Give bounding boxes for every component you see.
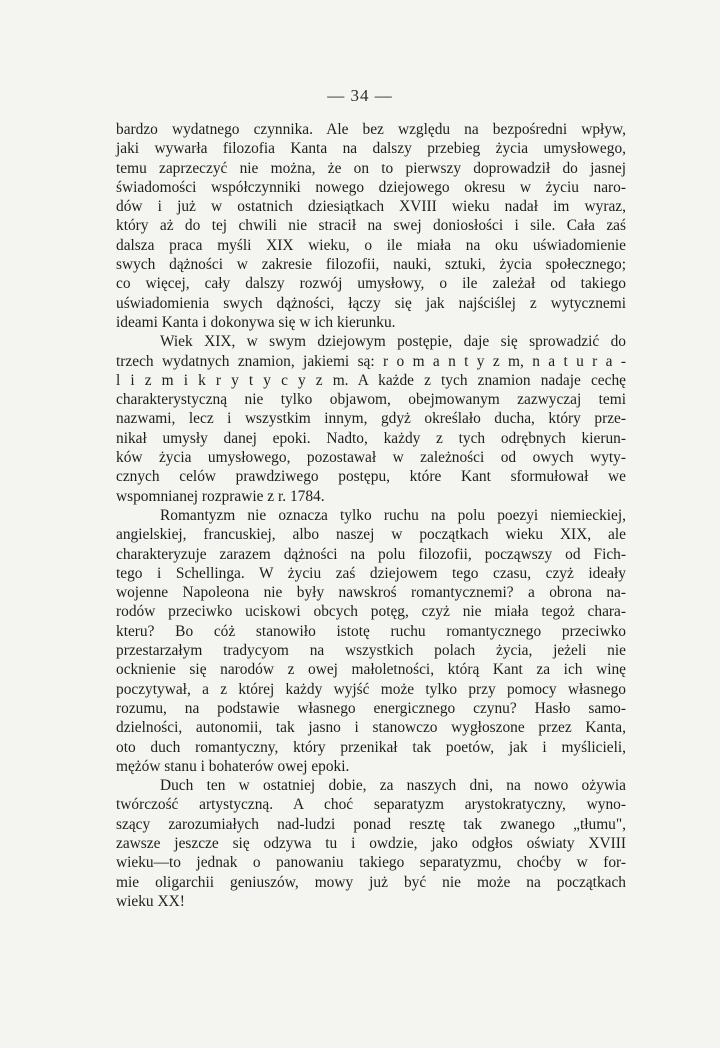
text-line: wieku XX! [116, 892, 185, 910]
text-line: ocknienie się narodów z owej małoletności, którą Kant za ich winę [116, 661, 626, 679]
text-line: mie oligarchii geniuszów, mowy już być nie może na początkach [116, 873, 626, 891]
text-line: dzielności, autonomii, tak jasno i stanowczo wygłoszone przez Kanta, [116, 719, 626, 737]
text-line: Romantyzm nie oznacza tylko ruchu na polu poezyi niemieckiej, [160, 506, 626, 524]
text-line: wspomnianej rozprawie z r. 1784. [116, 487, 325, 505]
text-line: trzech wydatnych znamion, jakiemi są: r o m a n t y z m, n a t u r a - [116, 352, 626, 370]
text-line: wojenne Napoleona nie były nawskroś romantycznemi? a obrona na- [116, 584, 626, 602]
text-line: dów i już w ostatnich dziesiątkach XVIII wieku nadał im wyraz, [116, 198, 626, 216]
text-line: jaki wywarła filozofia Kanta na dalszy przebieg życia umysłowego, [116, 140, 626, 158]
paragraph [116, 506, 626, 776]
text-line: tego i Schellinga. W życiu zaś dziejowem tego czasu, czyż ideały [116, 564, 626, 582]
paragraph [116, 120, 626, 332]
text-line: swych dążności w zakresie filozofii, nauki, sztuki, życia społecznego; [116, 256, 626, 274]
text-line: który aż do tej chwili nie stracił na swej doniosłości i sile. Cała zaś [116, 217, 626, 235]
text-line: wieku—to jednak o panowaniu takiego separatyzmu, choćby w for- [116, 854, 626, 872]
text-line: poczytywał, a z której każdy wyjść może tylko przy pomocy własnego [116, 680, 626, 698]
text-line: nazwami, lecz i wszystkim innym, gdyż określało ducha, który prze- [116, 410, 626, 428]
body-text [116, 120, 626, 911]
text-line: bardzo wydatnego czynnika. Ale bez względu na bezpośredni wpływ, [116, 121, 626, 138]
text-line: temu zaprzeczyć nie można, że on to pierwszy doprowadził do jasnej [116, 159, 626, 177]
text-line: uświadomienia swych dążności, łączy się jak najściślej z wytycznemi [116, 294, 626, 312]
text-line: ków życia umysłowego, pozostawał w zależności od owych wyty- [116, 449, 626, 467]
text-line: rozumu, na podstawie własnego energicznego czynu? Hasło samo- [116, 699, 626, 717]
text-line: dalsza praca myśli XIX wieku, o ile miała na oku uświadomienie [116, 236, 626, 254]
text-line: rodów przeciwko uciskowi obcych potęg, czyż nie miała tegoż chara- [116, 603, 626, 621]
text-line: oto duch romantyczny, który przenikał tak poetów, jak i myślicieli, [116, 738, 626, 756]
page-number: — 34 — [327, 86, 393, 105]
text-line: twórczość artystyczną. A choć separatyzm arystokratyczny, wyno- [116, 796, 626, 814]
text-line: Duch ten w ostatniej dobie, za naszych dni, na nowo ożywia [160, 777, 626, 795]
text-line: charakteryzuje zarazem dążności na polu filozofii, począwszy od Fich- [116, 545, 626, 563]
text-line: cznych celów prawdziwego postępu, które Kant sformułował we [116, 468, 626, 486]
text-line: świadomości współczynniki nowego dziejowego okresu w życiu naro- [116, 178, 626, 196]
text-line: przestarzałym tradycyom na wszystkich polach życia, jeżeli nie [116, 642, 626, 660]
text-line: l i z m i k r y t y c y z m. A każde z tych znamion nadaje cechę [116, 371, 626, 389]
text-line: ideami Kanta i dokonywa się w ich kierunku. [116, 313, 396, 331]
paragraph [116, 776, 626, 911]
text-line: szący zarozumiałych nad-ludzi ponad resztę tak zwanego „tłumu", [116, 815, 626, 833]
text-line: zawsze jeszcze się odzywa tu i owdzie, jako odgłos oświaty XVIII [116, 834, 626, 852]
text-line: Wiek XIX, w swym dziejowym postępie, daje się sprowadzić do [160, 333, 626, 351]
text-line: nikał umysły danej epoki. Nadto, każdy z tych odrębnych kierun- [116, 429, 626, 447]
paragraph [116, 332, 626, 506]
text-line: charakterystyczną nie tylko objawom, obejmowanym zazwyczaj temi [116, 391, 626, 409]
text-line: mężów stanu i bohaterów owej epoki. [116, 757, 350, 775]
text-line: angielskiej, francuskiej, albo naszej w początkach wieku XIX, ale [116, 526, 626, 544]
text-line: co więcej, cały dalszy rozwój umysłowy, o ile zależał od takiego [116, 275, 626, 293]
text-line: kteru? Bo cóż stanowiło istotę ruchu romantycznego przeciwko [116, 622, 626, 640]
